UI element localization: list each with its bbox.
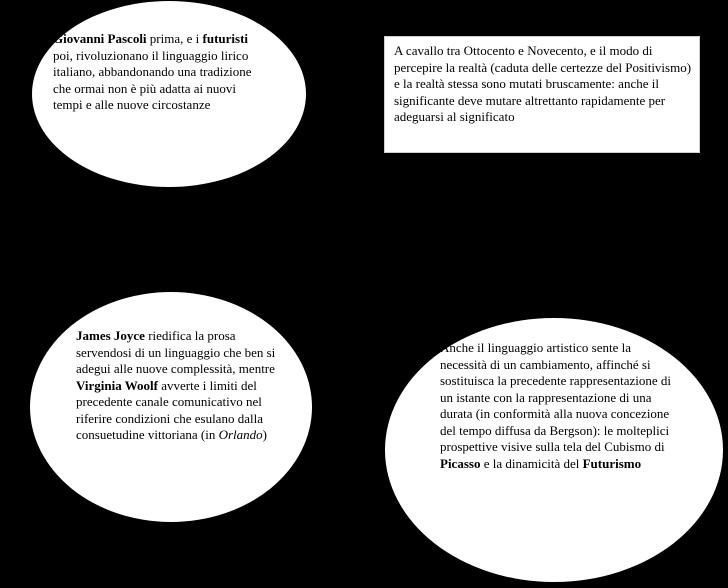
- node-arte: [385, 318, 723, 582]
- text-arte-2: e la dinamicità del: [480, 455, 583, 471]
- node-joyce-woolf: [30, 292, 312, 522]
- name-woolf: Virginia Woolf: [76, 377, 158, 393]
- text-joyce-2: avverte i limiti del precedente canale comunicativo nel riferire condizioni che esulano dalla consuetudine vittoriana (in: [76, 377, 263, 442]
- node-intro-box: [384, 36, 700, 153]
- text-pascoli-2: poi, rivoluzionano il linguaggio lirico italiano, abbandonando una tradizione che ormai non è più adatta ai nuovi tempi e alle nuove circostanze: [53, 47, 252, 112]
- node-pascoli-text: [53, 31, 253, 114]
- work-orlando: Orlando: [218, 427, 263, 442]
- node-pascoli-futuristi: [32, 1, 306, 187]
- node-arte-text: [440, 340, 680, 472]
- node-joyce-text: [76, 328, 294, 444]
- name-pascoli: Giovanni Pascoli: [53, 31, 147, 46]
- name-futurismo: Futurismo: [582, 455, 642, 471]
- text-joyce-1: riedifica la prosa servendosi di un linguaggio che ben si adegui alle nuove complessità, mentre: [76, 328, 276, 376]
- text-pascoli-1: prima, e i: [146, 31, 203, 46]
- text-arte-1: Anche il linguaggio artistico sente la necessità di un cambiamento, affinché si sostituisca la precedente rappresentazione di un istante con la rappresentazione di una durata (in conformità alla nuova concezione del tempo diffusa da Bergson): le molteplici prospettive visive sulla tela del Cubismo di: [440, 340, 672, 454]
- name-joyce: James Joyce: [76, 328, 145, 343]
- name-picasso: Picasso: [440, 455, 481, 471]
- name-futuristi: futuristi: [202, 31, 249, 46]
- node-intro-text: A cavallo tra Ottocento e Novecento, e il modo di percepire la realtà (caduta delle certezze del Positivismo) e la realtà stessa sono mutati bruscamente: anche il significante deve mutare altrettanto rapidamente per adeguarsi al significato: [394, 43, 692, 124]
- text-joyce-3: ): [262, 427, 268, 442]
